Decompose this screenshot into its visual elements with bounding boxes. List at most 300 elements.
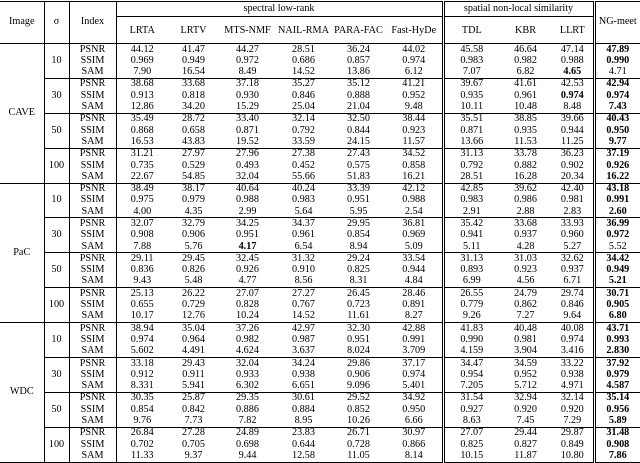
table-row bbox=[0, 113, 640, 125]
table-row bbox=[0, 450, 640, 462]
metric-value: 6.651 bbox=[292, 380, 315, 392]
metric-value: 7.29 bbox=[563, 415, 582, 427]
metric-value: 0.888 bbox=[347, 89, 370, 101]
header-method-llrt: LLRT bbox=[559, 24, 585, 36]
metric-value: 42.97 bbox=[276, 323, 331, 335]
sigma-value: 50 bbox=[44, 253, 69, 288]
table-row bbox=[0, 230, 640, 241]
metric-value: 41.47 bbox=[168, 44, 219, 56]
metric-value: 24.15 bbox=[347, 135, 370, 147]
index-label: SAM bbox=[69, 101, 116, 113]
index-label: SSIM bbox=[69, 230, 116, 241]
metric-value: 36.81 bbox=[386, 218, 443, 230]
dataset-name: CAVE bbox=[0, 44, 44, 184]
index-label: SSIM bbox=[69, 334, 116, 345]
header-method-ngmeet: NG-meet bbox=[594, 2, 640, 44]
results-table bbox=[0, 1, 640, 463]
metric-value: 0.983 bbox=[292, 194, 315, 206]
metric-value: 9.37 bbox=[168, 450, 219, 462]
metric-value: 0.902 bbox=[560, 159, 584, 171]
metric-value: 4.28 bbox=[516, 240, 535, 252]
metric-value: 4.65 bbox=[563, 66, 582, 78]
metric-value: 34.42 bbox=[594, 253, 640, 265]
metric-value: 5.48 bbox=[184, 275, 203, 287]
metric-value: 43.83 bbox=[182, 135, 205, 147]
metric-value: 35.12 bbox=[331, 78, 386, 90]
metric-value: 42.12 bbox=[386, 183, 443, 195]
index-label: PSNR bbox=[69, 323, 116, 335]
metric-value: 0.735 bbox=[130, 159, 154, 171]
metric-value: 0.974 bbox=[560, 333, 584, 345]
metric-value: 0.974 bbox=[560, 89, 584, 101]
metric-value: 9.26 bbox=[443, 311, 499, 323]
metric-value: 0.912 bbox=[130, 368, 154, 380]
metric-value: 38.85 bbox=[499, 113, 552, 125]
metric-value: 0.906 bbox=[347, 368, 370, 380]
metric-value: 0.728 bbox=[347, 438, 370, 450]
table-row bbox=[0, 311, 640, 323]
metric-value: 0.974 bbox=[402, 368, 426, 380]
metric-value: 13.86 bbox=[347, 66, 370, 78]
metric-value: 32.30 bbox=[331, 323, 386, 335]
metric-value: 0.452 bbox=[292, 159, 315, 171]
metric-value: 34.47 bbox=[443, 358, 499, 370]
metric-value: 7.45 bbox=[516, 415, 535, 427]
metric-value: 14.52 bbox=[292, 66, 315, 78]
metric-value: 38.44 bbox=[386, 113, 443, 125]
header-group-spectral-low-rank: spectral low-rank bbox=[116, 2, 443, 17]
metric-value: 0.986 bbox=[514, 194, 537, 206]
metric-value: 24.79 bbox=[499, 288, 552, 300]
metric-value: 5.21 bbox=[594, 276, 640, 288]
metric-value: 44.02 bbox=[386, 44, 443, 56]
metric-value: 2.91 bbox=[443, 206, 499, 218]
metric-value: 0.927 bbox=[443, 404, 499, 415]
metric-value: 23.83 bbox=[276, 427, 331, 439]
header-sigma: σ bbox=[44, 2, 69, 44]
metric-value: 34.59 bbox=[499, 358, 552, 370]
metric-value: 0.854 bbox=[347, 229, 370, 241]
metric-value: 29.43 bbox=[168, 358, 219, 370]
metric-value: 10.80 bbox=[552, 450, 594, 462]
metric-value: 0.886 bbox=[236, 403, 259, 415]
metric-value: 3.904 bbox=[514, 345, 537, 357]
metric-value: 32.94 bbox=[499, 392, 552, 404]
metric-value: 34.92 bbox=[386, 392, 443, 404]
table-row bbox=[0, 55, 640, 66]
metric-value: 6.54 bbox=[294, 240, 313, 252]
metric-value: 5.11 bbox=[443, 241, 499, 253]
metric-value: 0.952 bbox=[514, 368, 537, 380]
metric-value: 10.24 bbox=[236, 310, 259, 322]
metric-value: 33.68 bbox=[499, 218, 552, 230]
metric-value: 0.906 bbox=[182, 229, 205, 241]
metric-value: 34.24 bbox=[276, 358, 331, 370]
index-label: PSNR bbox=[69, 427, 116, 439]
metric-value: 8.48 bbox=[563, 101, 582, 113]
index-label: SSIM bbox=[69, 90, 116, 101]
metric-value: 4.17 bbox=[238, 240, 257, 252]
index-label: SAM bbox=[69, 241, 116, 253]
metric-value: 2.99 bbox=[238, 205, 257, 217]
metric-value: 11.87 bbox=[499, 450, 552, 462]
metric-value: 44.27 bbox=[219, 44, 276, 56]
metric-value: 0.828 bbox=[236, 299, 259, 311]
metric-value: 43.18 bbox=[594, 183, 640, 195]
table-row bbox=[0, 218, 640, 230]
metric-value: 6.302 bbox=[236, 380, 259, 392]
metric-value: 9.44 bbox=[219, 450, 276, 462]
metric-value: 28.72 bbox=[168, 113, 219, 125]
metric-value: 12.86 bbox=[130, 101, 154, 113]
index-label: SAM bbox=[69, 206, 116, 218]
metric-value: 0.972 bbox=[236, 54, 259, 66]
metric-value: 0.993 bbox=[594, 334, 640, 345]
metric-value: 0.956 bbox=[594, 404, 640, 415]
metric-value: 34.25 bbox=[219, 218, 276, 230]
table-row bbox=[0, 67, 640, 79]
metric-value: 0.926 bbox=[594, 160, 640, 171]
metric-value: 38.49 bbox=[116, 183, 168, 195]
metric-value: 8.49 bbox=[238, 66, 257, 78]
table-row bbox=[0, 427, 640, 439]
metric-value: 29.45 bbox=[168, 253, 219, 265]
sigma-value: 100 bbox=[44, 288, 69, 323]
metric-value: 6.99 bbox=[443, 276, 499, 288]
metric-value: 7.07 bbox=[443, 67, 499, 79]
metric-value: 32.79 bbox=[168, 218, 219, 230]
header-group-spatial-non-local-similarity: spatial non-local similarity bbox=[443, 2, 594, 17]
metric-value: 4.159 bbox=[443, 346, 499, 358]
metric-value: 0.954 bbox=[443, 369, 499, 380]
metric-value: 30.35 bbox=[116, 392, 168, 404]
table-row bbox=[0, 265, 640, 276]
sigma-value: 30 bbox=[44, 358, 69, 393]
metric-value: 35.14 bbox=[594, 392, 640, 404]
metric-value: 0.852 bbox=[347, 403, 370, 415]
index-label: PSNR bbox=[69, 218, 116, 230]
table-row bbox=[0, 195, 640, 206]
table-row bbox=[0, 358, 640, 370]
metric-value: 2.54 bbox=[404, 205, 423, 217]
metric-value: 0.891 bbox=[402, 299, 426, 311]
metric-value: 11.57 bbox=[402, 135, 426, 147]
metric-value: 4.00 bbox=[133, 205, 152, 217]
table-row bbox=[0, 206, 640, 218]
metric-value: 0.975 bbox=[130, 194, 154, 206]
metric-value: 34.37 bbox=[276, 218, 331, 230]
metric-value: 31.13 bbox=[443, 253, 499, 265]
metric-value: 27.27 bbox=[276, 288, 331, 300]
metric-value: 0.988 bbox=[560, 54, 584, 66]
metric-value: 0.991 bbox=[594, 195, 640, 206]
metric-value: 0.990 bbox=[443, 334, 499, 345]
header-method-kbr: KBR bbox=[515, 24, 536, 36]
index-label: SSIM bbox=[69, 369, 116, 380]
metric-value: 6.71 bbox=[563, 275, 582, 287]
metric-value: 29.11 bbox=[116, 253, 168, 265]
header-method-fast-hyde: Fast-HyDe bbox=[391, 24, 437, 36]
metric-value: 0.846 bbox=[292, 89, 315, 101]
metric-value: 0.960 bbox=[560, 229, 584, 241]
metric-value: 11.61 bbox=[347, 310, 370, 322]
metric-value: 5.27 bbox=[563, 240, 582, 252]
index-label: SAM bbox=[69, 346, 116, 358]
sigma-value: 100 bbox=[44, 427, 69, 462]
metric-value: 4.587 bbox=[594, 381, 640, 393]
table-row bbox=[0, 241, 640, 253]
metric-value: 37.19 bbox=[594, 148, 640, 160]
metric-value: 4.971 bbox=[560, 380, 584, 392]
metric-value: 29.24 bbox=[331, 253, 386, 265]
metric-value: 11.05 bbox=[331, 450, 386, 462]
metric-value: 0.857 bbox=[347, 54, 370, 66]
index-label: SAM bbox=[69, 171, 116, 183]
metric-value: 26.55 bbox=[443, 288, 499, 300]
metric-value: 41.21 bbox=[386, 78, 443, 90]
metric-value: 29.86 bbox=[331, 358, 386, 370]
metric-value: 34.20 bbox=[182, 101, 205, 113]
index-label: SSIM bbox=[69, 265, 116, 276]
metric-value: 40.43 bbox=[594, 113, 640, 125]
metric-value: 0.905 bbox=[594, 300, 640, 311]
header-method-tdl: TDL bbox=[443, 17, 499, 44]
metric-value: 0.964 bbox=[182, 333, 205, 345]
metric-value: 0.969 bbox=[402, 229, 426, 241]
metric-value: 0.871 bbox=[443, 125, 499, 136]
metric-value: 0.825 bbox=[443, 439, 499, 450]
metric-value: 26.45 bbox=[331, 288, 386, 300]
index-label: SSIM bbox=[69, 55, 116, 66]
metric-value: 35.04 bbox=[168, 323, 219, 335]
metric-value: 27.07 bbox=[443, 427, 499, 439]
metric-value: 42.40 bbox=[552, 183, 594, 195]
metric-value: 32.45 bbox=[219, 253, 276, 265]
header-method-nail-rma: NAIL-RMA bbox=[278, 24, 329, 36]
metric-value: 0.658 bbox=[182, 124, 205, 136]
metric-value: 29.87 bbox=[552, 427, 594, 439]
metric-value: 0.723 bbox=[347, 299, 370, 311]
metric-value: 31.21 bbox=[116, 148, 168, 160]
metric-value: 0.846 bbox=[560, 299, 584, 311]
table-row bbox=[0, 334, 640, 345]
metric-value: 5.95 bbox=[349, 205, 368, 217]
metric-value: 0.926 bbox=[236, 264, 259, 276]
metric-value: 10.11 bbox=[443, 101, 499, 113]
metric-value: 26.71 bbox=[331, 427, 386, 439]
metric-value: 32.07 bbox=[116, 218, 168, 230]
table-row bbox=[0, 101, 640, 113]
metric-value: 47.14 bbox=[552, 44, 594, 56]
dataset-name: WDC bbox=[0, 323, 44, 463]
metric-value: 40.64 bbox=[219, 183, 276, 195]
sigma-value: 10 bbox=[44, 44, 69, 79]
metric-value: 36.99 bbox=[594, 218, 640, 230]
metric-value: 27.43 bbox=[331, 148, 386, 160]
metric-value: 7.205 bbox=[443, 381, 499, 393]
metric-value: 27.28 bbox=[168, 427, 219, 439]
metric-value: 26.22 bbox=[168, 288, 219, 300]
metric-value: 41.83 bbox=[443, 323, 499, 335]
metric-value: 7.88 bbox=[133, 240, 152, 252]
metric-value: 30.61 bbox=[276, 392, 331, 404]
metric-value: 0.988 bbox=[402, 194, 426, 206]
metric-value: 32.04 bbox=[219, 358, 276, 370]
metric-value: 35.42 bbox=[443, 218, 499, 230]
metric-value: 20.34 bbox=[560, 170, 584, 182]
metric-value: 8.024 bbox=[347, 345, 370, 357]
metric-value: 16.53 bbox=[130, 135, 154, 147]
index-label: PSNR bbox=[69, 288, 116, 300]
metric-value: 27.38 bbox=[276, 148, 331, 160]
metric-value: 9.76 bbox=[133, 415, 152, 427]
metric-value: 46.64 bbox=[499, 44, 552, 56]
index-label: PSNR bbox=[69, 44, 116, 56]
metric-value: 11.25 bbox=[561, 135, 584, 147]
metric-value: 0.862 bbox=[514, 299, 537, 311]
table-row bbox=[0, 416, 640, 428]
metric-value: 9.77 bbox=[594, 136, 640, 148]
metric-value: 0.952 bbox=[402, 89, 426, 101]
metric-value: 0.951 bbox=[347, 333, 370, 345]
metric-value: 3.709 bbox=[402, 345, 426, 357]
metric-value: 32.62 bbox=[552, 253, 594, 265]
metric-value: 51.83 bbox=[347, 170, 370, 182]
table-row bbox=[0, 404, 640, 415]
metric-value: 0.529 bbox=[182, 159, 205, 171]
index-label: SAM bbox=[69, 311, 116, 323]
metric-value: 38.68 bbox=[116, 78, 168, 90]
metric-value: 0.983 bbox=[443, 55, 499, 66]
metric-value: 0.937 bbox=[560, 264, 584, 276]
metric-value: 8.27 bbox=[404, 310, 423, 322]
metric-value: 0.969 bbox=[130, 54, 154, 66]
metric-value: 0.920 bbox=[514, 403, 537, 415]
index-label: SAM bbox=[69, 381, 116, 393]
metric-value: 0.949 bbox=[182, 54, 205, 66]
metric-value: 8.31 bbox=[349, 275, 368, 287]
metric-value: 0.950 bbox=[594, 125, 640, 136]
metric-value: 16.22 bbox=[594, 171, 640, 183]
metric-value: 32.04 bbox=[236, 170, 259, 182]
metric-value: 7.86 bbox=[594, 450, 640, 462]
table-row bbox=[0, 253, 640, 265]
sigma-value: 50 bbox=[44, 392, 69, 427]
metric-value: 10.48 bbox=[514, 101, 537, 113]
metric-value: 0.938 bbox=[292, 368, 315, 380]
metric-value: 0.938 bbox=[560, 368, 584, 380]
index-label: PSNR bbox=[69, 392, 116, 404]
metric-value: 31.03 bbox=[499, 253, 552, 265]
metric-value: 41.61 bbox=[499, 78, 552, 90]
metric-value: 16.21 bbox=[402, 170, 426, 182]
metric-value: 7.90 bbox=[133, 66, 152, 78]
table-row bbox=[0, 125, 640, 136]
metric-value: 42.88 bbox=[386, 323, 443, 335]
index-label: PSNR bbox=[69, 113, 116, 125]
metric-value: 29.52 bbox=[331, 392, 386, 404]
table-row bbox=[0, 136, 640, 148]
header-index: Index bbox=[69, 2, 116, 44]
index-label: SSIM bbox=[69, 160, 116, 171]
table-row bbox=[0, 148, 640, 160]
metric-value: 0.575 bbox=[347, 159, 370, 171]
index-label: SAM bbox=[69, 67, 116, 79]
metric-value: 10.17 bbox=[130, 310, 154, 322]
metric-value: 0.920 bbox=[560, 403, 584, 415]
metric-value: 7.43 bbox=[594, 101, 640, 113]
metric-value: 40.08 bbox=[552, 323, 594, 335]
metric-value: 39.62 bbox=[499, 183, 552, 195]
metric-value: 34.52 bbox=[386, 148, 443, 160]
metric-value: 40.48 bbox=[499, 323, 552, 335]
metric-value: 0.988 bbox=[236, 194, 259, 206]
metric-value: 28.51 bbox=[276, 44, 331, 56]
metric-value: 40.24 bbox=[276, 183, 331, 195]
metric-value: 8.14 bbox=[386, 450, 443, 462]
metric-value: 0.951 bbox=[347, 194, 370, 206]
metric-value: 0.882 bbox=[514, 159, 537, 171]
metric-value: 4.77 bbox=[238, 275, 257, 287]
metric-value: 42.94 bbox=[594, 78, 640, 90]
metric-value: 6.12 bbox=[404, 66, 423, 78]
metric-value: 0.923 bbox=[402, 124, 426, 136]
metric-value: 0.944 bbox=[560, 124, 584, 136]
metric-value: 26.84 bbox=[116, 427, 168, 439]
metric-value: 33.68 bbox=[168, 78, 219, 90]
metric-value: 10.15 bbox=[443, 450, 499, 462]
metric-value: 0.935 bbox=[443, 90, 499, 101]
metric-value: 21.04 bbox=[347, 101, 370, 113]
metric-value: 28.51 bbox=[443, 171, 499, 183]
metric-value: 54.85 bbox=[182, 170, 205, 182]
metric-value: 0.792 bbox=[292, 124, 315, 136]
metric-value: 0.941 bbox=[443, 230, 499, 241]
metric-value: 27.97 bbox=[168, 148, 219, 160]
metric-value: 0.702 bbox=[130, 438, 154, 450]
index-label: SAM bbox=[69, 450, 116, 462]
metric-value: 6.82 bbox=[516, 66, 535, 78]
metric-value: 0.933 bbox=[236, 368, 259, 380]
metric-value: 0.866 bbox=[402, 438, 426, 450]
metric-value: 16.28 bbox=[514, 170, 537, 182]
metric-value: 45.58 bbox=[443, 44, 499, 56]
metric-value: 36.24 bbox=[331, 44, 386, 56]
sigma-value: 30 bbox=[44, 218, 69, 253]
index-label: PSNR bbox=[69, 183, 116, 195]
metric-value: 0.836 bbox=[130, 264, 154, 276]
metric-value: 0.908 bbox=[130, 229, 154, 241]
metric-value: 55.66 bbox=[292, 170, 315, 182]
metric-value: 0.981 bbox=[560, 194, 584, 206]
metric-value: 0.974 bbox=[130, 333, 154, 345]
metric-value: 29.95 bbox=[331, 218, 386, 230]
metric-value: 5.09 bbox=[404, 240, 423, 252]
index-label: PSNR bbox=[69, 148, 116, 160]
metric-value: 33.18 bbox=[116, 358, 168, 370]
metric-value: 0.951 bbox=[236, 229, 259, 241]
metric-value: 0.982 bbox=[236, 333, 259, 345]
metric-value: 8.331 bbox=[130, 380, 154, 392]
metric-value: 0.767 bbox=[292, 299, 315, 311]
metric-value: 0.858 bbox=[402, 159, 426, 171]
metric-value: 4.624 bbox=[236, 345, 259, 357]
metric-value: 2.60 bbox=[594, 206, 640, 218]
metric-value: 0.825 bbox=[347, 264, 370, 276]
metric-value: 5.76 bbox=[184, 240, 203, 252]
metric-value: 9.096 bbox=[347, 380, 370, 392]
metric-value: 8.95 bbox=[294, 415, 313, 427]
